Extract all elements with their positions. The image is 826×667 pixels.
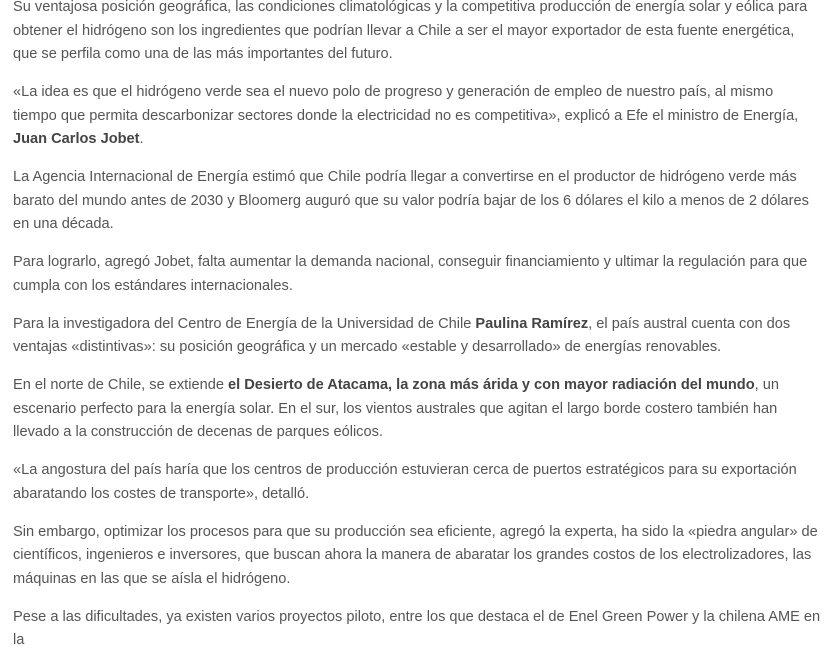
paragraph-text: Sin embargo, optimizar los procesos para que su producción sea eficiente, agregó la experta, ha sido la «piedra angular» de científicos, ingenieros e inversores, que buscan ahora la manera de abaratar los grandes costos de los electrolizadores, las máquinas en las que se aísla el hidrógeno. bbox=[13, 523, 818, 587]
bold-atacama-desert: el Desierto de Atacama, la zona más árida y con mayor radiación del mundo bbox=[228, 377, 755, 393]
paragraph-3 bbox=[13, 166, 821, 237]
paragraph-5 bbox=[13, 313, 821, 360]
paragraph-1 bbox=[13, 0, 821, 67]
paragraph-text: , el país austral cuenta con dos ventajas «distintivas»: su posición geográfica y un mercado «estable y desarrollado» de energías renovables. bbox=[13, 315, 791, 355]
paragraph-text: . bbox=[139, 131, 144, 147]
paragraph-text: Su ventajosa posición geográfica, las condiciones climatológicas y la competitiva producción de energía solar y eólica para obtener el hidrógeno son los ingredientes que podrían llevar a Chile a ser el mayor exportador de esta fuente energética, que se perfila como una de las más importantes del futuro. bbox=[13, 0, 808, 62]
paragraph-text: La Agencia Internacional de Energía estimó que Chile podría llegar a convertirse en el productor de hidrógeno verde más barato del mundo antes de 2030 y Bloomerg auguró que su valor podría bajar de los 6 dólares el kilo a menos de 2 dólares en una década. bbox=[13, 169, 809, 232]
paragraph-2 bbox=[13, 81, 821, 152]
paragraph-7 bbox=[13, 459, 821, 506]
paragraph-8 bbox=[13, 521, 821, 592]
paragraph-text: , un escenario perfecto para la energía solar. En el sur, los vientos australes que agitan el largo borde costero también han llevado a la construcción de decenas de parques eólicos. bbox=[13, 377, 779, 440]
paragraph-6 bbox=[13, 374, 821, 445]
paragraph-text: En el norte de Chile, se extiende bbox=[13, 377, 228, 393]
paragraph-4 bbox=[13, 251, 821, 298]
paragraph-text: Para la investigadora del Centro de Energía de la Universidad de Chile bbox=[13, 315, 476, 332]
paragraph-text: «La idea es que el hidrógeno verde sea el nuevo polo de progreso y generación de empleo de nuestro país, al mismo tiempo que permita descarbonizar sectores donde la electricidad no es competitiva», explicó a Efe el ministro de Energía, bbox=[13, 84, 799, 124]
paragraph-text: Para lograrlo, agregó Jobet, falta aumentar la demanda nacional, conseguir financiamiento y ultimar la regulación para que cumpla con los estándares internacionales. bbox=[13, 254, 808, 294]
article-body bbox=[13, 0, 821, 667]
paragraph-text: «La angostura del país haría que los centros de producción estuvieran cerca de puertos estratégicos para su exportación abaratando los costes de transporte», detalló. bbox=[13, 462, 797, 502]
bold-name-minister: Juan Carlos Jobet bbox=[13, 131, 140, 147]
bold-name-researcher: Paulina Ramírez bbox=[475, 315, 589, 332]
paragraph-text: Pese a las dificultades, ya existen varios proyectos piloto, entre los que destaca el de Enel Green Power y la chilena AME en la bbox=[13, 608, 821, 648]
paragraph-9 bbox=[13, 606, 821, 653]
